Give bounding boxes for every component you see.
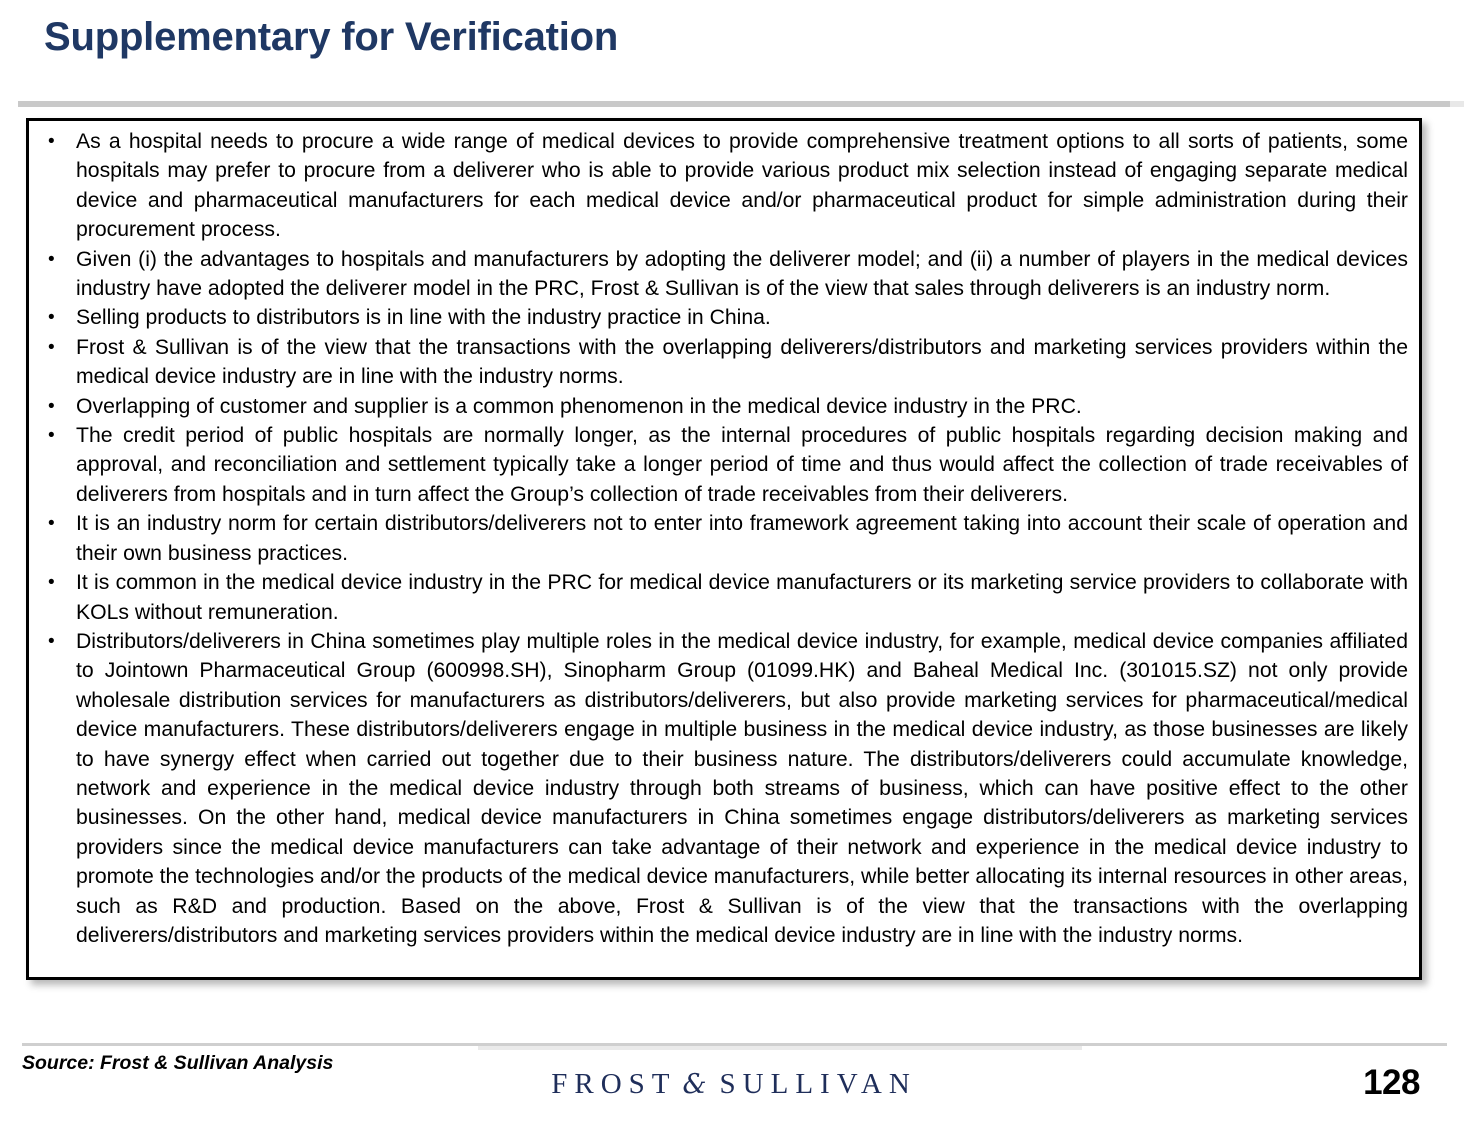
- list-item: [38, 568, 1408, 627]
- list-item: [38, 127, 1408, 245]
- list-item: [38, 303, 1408, 332]
- list-item-text: • Selling products to distributors is in line with the industry practice in China.: [76, 306, 771, 330]
- list-item: [38, 421, 1408, 509]
- list-item: [38, 509, 1408, 568]
- page-number: 128: [1363, 1063, 1420, 1102]
- list-item-text: • It is an industry norm for certain distributors/deliverers not to enter into framework agreement taking into account their scale of operation and their own business practices.: [76, 512, 1408, 565]
- footer-divider: [22, 1043, 1447, 1046]
- bullet-list: [38, 127, 1408, 950]
- header-divider-cap: [1450, 101, 1464, 107]
- list-item-text: • It is common in the medical device industry in the PRC for medical device manufacturers or its marketing service providers to collaborate with KOLs without remuneration.: [76, 571, 1408, 624]
- brand-word-frost: FROST: [551, 1068, 677, 1100]
- list-item-text: • Distributors/deliverers in China sometimes play multiple roles in the medical device industry, for example, medical device companies affiliated to Jointown Pharmaceutical Group (600998.SH), Sinopharm Group (01099.HK) and Baheal Medical Inc. (301015.SZ) not only provide wholesale distribution services for manufacturers as distributors/deliverers, but also provide marketing services for pharmaceutical/medical device manufacturers. These distributors/deliverers engage in multiple business in the medical device industry, as those businesses are likely to have synergy effect when carried out together due to their business nature. The distributors/deliverers could accumulate knowledge, network and experience in the medical device industry through both streams of business, which can have positive effect to the other businesses. On the other hand, medical device manufacturers in China sometimes engage distributors/deliverers as marketing services providers since the medical device manufacturers can take advantage of their network and experience in the medical device industry to promote the technologies and/or the products of the medical device manufacturers, while better allocating its internal resources in other areas, such as R&D and production. Based on the above, Frost & Sullivan is of the view that the transactions with the overlapping deliverers/distributors and marketing services providers within the medical device industry are in line with the industry norms.: [76, 629, 1408, 947]
- brand-word-sullivan: SULLIVAN: [719, 1068, 917, 1100]
- frost-sullivan-logo: [484, 1068, 984, 1101]
- list-item: [38, 392, 1408, 421]
- list-item-text: • Given (i) the advantages to hospitals and manufacturers by adopting the deliverer model; and (ii) a number of players in the medical devices industry have adopted the deliverer model in the PRC, Frost & Sullivan is of the view that sales through deliverers is an industry norm.: [76, 247, 1408, 301]
- ampersand-icon: &: [682, 1069, 714, 1100]
- list-item: [38, 245, 1408, 304]
- content-box: [26, 118, 1422, 980]
- list-item-text: • Frost & Sullivan is of the view that the transactions with the overlapping deliverers/distributors and marketing services providers within the medical device industry are in line with the industry norms.: [76, 335, 1408, 389]
- page-title: Supplementary for Verification: [44, 15, 619, 59]
- list-item-text: • The credit period of public hospitals are normally longer, as the internal procedures of public hospitals regarding decision making and approval, and reconciliation and settlement typically take a longer period of time and thus would affect the collection of trade receivables of deliverers from hospitals and in turn affect the Group’s collection of trade receivables from their deliverers.: [76, 424, 1408, 506]
- list-item-text: • As a hospital needs to procure a wide range of medical devices to provide comprehensive treatment options to all sorts of patients, some hospitals may prefer to procure from a deliverer who is able to provide various product mix selection instead of engaging separate medical device and pharmaceutical manufacturers for each medical device and/or pharmaceutical product for simple administration during their procurement process.: [76, 130, 1408, 242]
- header-divider: [18, 101, 1450, 107]
- source-note: Source: Frost & Sullivan Analysis: [22, 1052, 334, 1074]
- list-item-text: • Overlapping of customer and supplier is a common phenomenon in the medical device industry in the PRC.: [76, 394, 1082, 418]
- list-item: [38, 333, 1408, 392]
- list-item: [38, 627, 1408, 950]
